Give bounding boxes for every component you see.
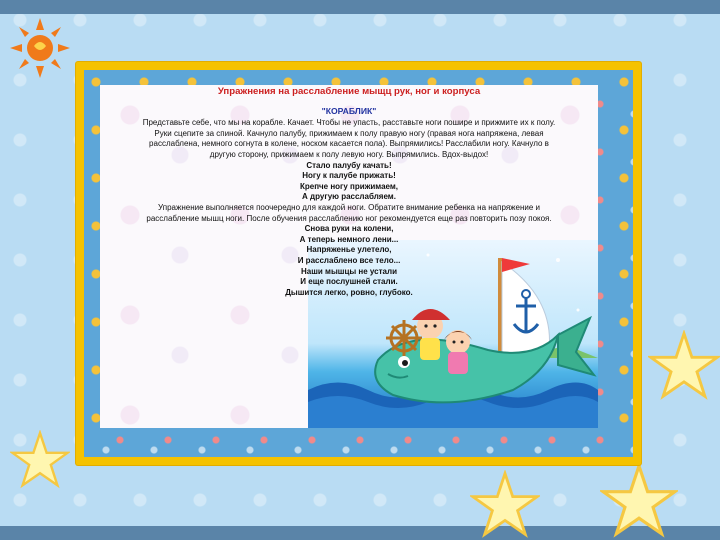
- top-band: [0, 0, 720, 14]
- sun-icon: [8, 16, 72, 80]
- poem-line: Крепче ногу прижимаем,: [299, 181, 399, 191]
- note-line: расслабление мышц ноги. После обучения расслаблению ног рекомендуется еще раз повторить позу покоя.: [146, 213, 552, 223]
- poem-line: А теперь немного лени...: [299, 234, 399, 244]
- intro-line: другую сторону, прижимаем к полу левую ногу. Выпрямились. Вдох-выдох!: [209, 149, 489, 159]
- poem-line: Напряженье улетело,: [306, 245, 392, 255]
- poem-line: Стало палубу качать!: [306, 160, 392, 170]
- exercise-text: [104, 86, 594, 298]
- poem-line: А другую расслабляем.: [302, 192, 396, 202]
- exercise-name: "КОРАБЛИК": [321, 105, 377, 116]
- intro-line: Представьте себе, что мы на корабле. Качает. Чтобы не упасть, расставьте ноги пошире и прижмите их к полу.: [142, 118, 556, 128]
- poem-line: Ногу к палубе прижать!: [302, 171, 396, 181]
- poem-line: И расслаблено все тело...: [297, 255, 401, 265]
- star-icon: [648, 330, 720, 402]
- poem-line: Снова руки на колени,: [304, 224, 394, 234]
- poem-line: Дышится легко, ровно, глубоко.: [285, 287, 413, 297]
- page-title: Упражнения на расслабление мыщц рук, ног и корпуса: [217, 86, 481, 97]
- intro-line: расслаблена, немного согнута в колене, носком касается пола). Выпрямились! Расслабили ногу. Качнуло в: [149, 139, 549, 149]
- poem-line: Наши мышцы не устали: [301, 266, 397, 276]
- star-icon: [10, 430, 70, 490]
- note-line: Упражнение выполняется поочередно для каждой ноги. Обратите внимание ребенка на напряжение и: [158, 202, 540, 212]
- star-icon: [600, 462, 678, 540]
- poem-line: И еще послушней стали.: [300, 277, 398, 287]
- intro-line: Руки сцепите за спиной. Качнуло палубу, прижимаем к полу правую ногу (правая нога напряжена, левая: [154, 128, 544, 138]
- star-icon: [470, 470, 540, 540]
